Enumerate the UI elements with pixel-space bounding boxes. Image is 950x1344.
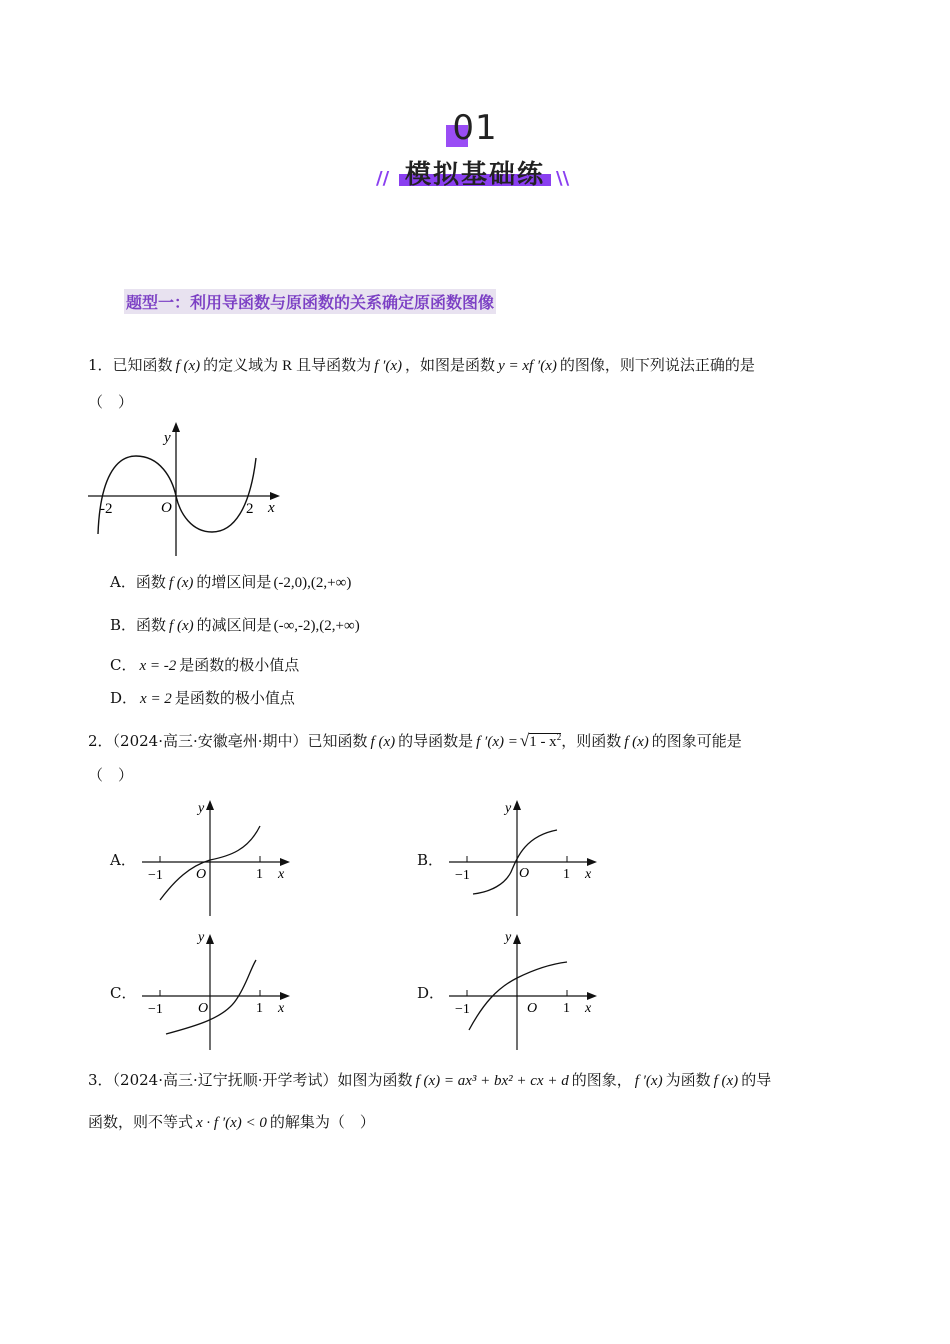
question-2-stem: 2．（2024·高三·安徽亳州·期中）已知函数 f (x) 的导函数是 f $'(x) = √1 - x^2$，则函数 f (x) 的图象可能是 — [88, 731, 742, 750]
q2-option-c-label: C． — [110, 984, 137, 1002]
q2-option-d-label: D． — [417, 984, 445, 1002]
question-3-stem-line2: 函数，则不等式 x · f ′(x) < 0 的解集为（ ） — [88, 1113, 375, 1131]
q1-option-d: D． x = 2 是函数的极小值点 — [110, 689, 295, 707]
tick-label-pos: 2 — [246, 501, 254, 517]
question-1-stem: 1．已知函数 f (x) 的定义域为 R 且导函数为 f ′(x) ，如图是函数 y = xf ′(x) 的图像，则下列说法正确的是 — [88, 356, 755, 374]
origin-label: O — [161, 500, 172, 516]
svg-text:1: 1 — [256, 867, 263, 882]
svg-text:y: y — [505, 801, 512, 816]
svg-text:O: O — [198, 1001, 209, 1016]
header-number: 01 — [452, 108, 498, 148]
svg-text:O: O — [527, 1001, 538, 1016]
question-2-paren: （ ） — [88, 766, 134, 784]
svg-text:O: O — [196, 867, 207, 882]
x-axis-arrow — [270, 492, 280, 500]
question-3-stem: 3．（2024·高三·辽宁抚顺·开学考试）如图为函数 f (x) = ax³ + bx² + cx + d 的图象， f ′(x) 为函数 f (x) 的导 — [88, 1071, 772, 1089]
x-label: x — [268, 500, 275, 516]
svg-text:O: O — [519, 866, 530, 881]
q2-option-c-graph — [140, 926, 300, 1056]
header-deco-right: \\ — [556, 168, 570, 189]
tick-label-neg: -2 — [100, 501, 113, 517]
question-number: 2． — [88, 732, 113, 750]
curve — [166, 960, 256, 1034]
svg-text:x: x — [278, 867, 285, 882]
q2-option-b-label: B． — [417, 851, 444, 869]
header-deco-left: // — [376, 168, 390, 189]
svg-text:−1: −1 — [455, 1002, 470, 1017]
question-number: 1． — [88, 356, 113, 374]
q1-option-a: A．函数 f (x) 的增区间是 (-2,0),(2,+∞) — [110, 573, 352, 591]
svg-text:y: y — [505, 930, 512, 945]
svg-text:−1: −1 — [148, 1002, 163, 1017]
svg-text:1: 1 — [563, 1001, 570, 1016]
svg-text:y: y — [198, 930, 205, 945]
svg-text:1: 1 — [563, 867, 570, 882]
svg-text:x: x — [585, 1001, 592, 1016]
header-title: 模拟基础练 — [404, 160, 545, 190]
q2-option-d-graph — [447, 926, 607, 1056]
question-1-graph — [84, 418, 284, 558]
svg-text:1: 1 — [256, 1001, 263, 1016]
q2-option-b-graph — [447, 792, 607, 922]
svg-text:−1: −1 — [455, 868, 470, 883]
y-label: y — [164, 430, 171, 446]
q1-option-c: C． x = -2 是函数的极小值点 — [110, 656, 300, 674]
curve — [98, 456, 256, 534]
section-heading: 题型一：利用导函数与原函数的关系确定原函数图像 — [124, 289, 496, 314]
svg-text:−1: −1 — [148, 868, 163, 883]
q2-option-a-label: A． — [110, 851, 136, 869]
question-number: 3． — [88, 1071, 113, 1089]
svg-text:x: x — [585, 867, 592, 882]
question-1-paren: （ ） — [88, 393, 134, 411]
q2-option-a-graph — [140, 792, 300, 922]
sqrt-body: $1 - x^2$ — [529, 732, 562, 750]
q1-option-b: B．函数 f (x) 的减区间是 (-∞,-2),(2,+∞) — [110, 616, 360, 634]
y-axis-arrow — [172, 422, 180, 432]
svg-text:y: y — [198, 801, 205, 816]
svg-text:x: x — [278, 1001, 285, 1016]
